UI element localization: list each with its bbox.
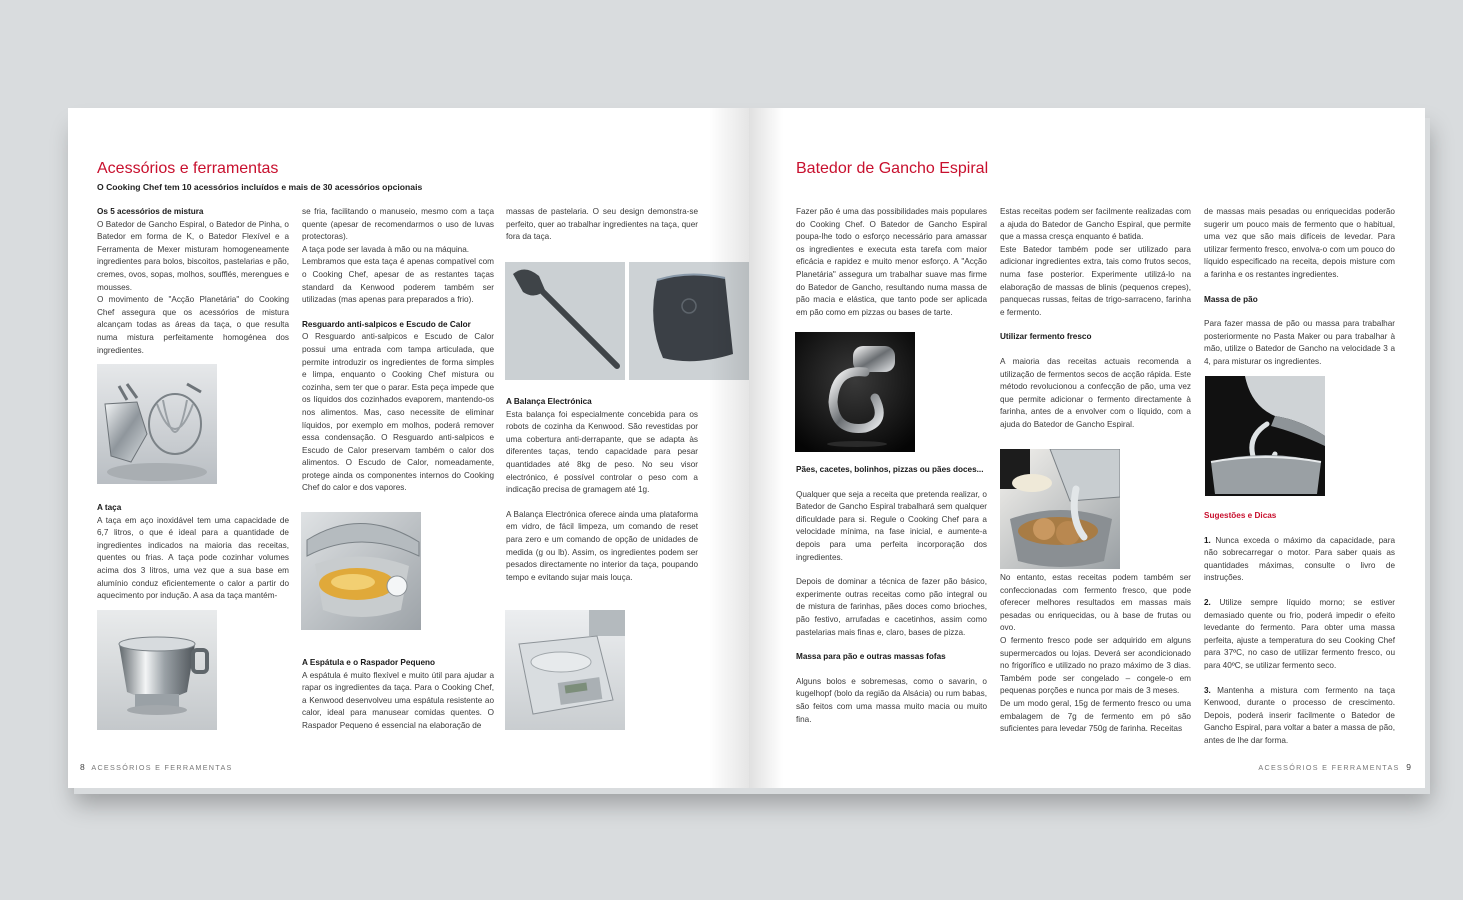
page-footer — [80, 762, 233, 772]
text-column-1b — [796, 464, 987, 726]
paragraph: Esta balança foi especialmente concebida para os robots de cozinha da Kenwood. São revestidas por uma cobertura anti-derrapante, que se adapta às diferentes taças, tendo capacidade para pesar quantidades até 8kg de peso. No seu visor electrónico, é possível controlar o peso com a indicação precisa de gramagem até 1g. — [506, 409, 698, 495]
page-subtitle: O Cooking Chef tem 10 acessórios incluídos e mais de 30 acessórios opcionais — [97, 182, 423, 192]
text-column-2b — [1000, 572, 1191, 736]
tips-column — [1204, 510, 1395, 748]
page-number: 8 — [80, 762, 85, 772]
paragraph: A espátula é muito flexível e muito útil para ajudar a rapar os ingredientes da taça. Para o Cooking Chef, a Kenwood desenvolveu uma espátula resistente ao calor, ideal para manusear comidas quentes. O Raspador Pequeno é essencial na elaboração de — [302, 670, 494, 730]
electronic-scale-photo — [505, 610, 625, 730]
heading-fresh-yeast: Utilizar fermento fresco — [1000, 332, 1092, 342]
left-page — [68, 108, 749, 788]
paragraph: O fermento fresco pode ser adquirido em alguns supermercados ou lojas. Deverá ser acondicionado no frigorífico e utilizado no prazo máximo de 3 dias. Também pode ser congelado – congele-o em pequenas porções e nunca por mais de 3 meses. — [1000, 635, 1191, 696]
footer-section-label: ACESSÓRIOS E FERRAMENTAS — [91, 763, 233, 772]
text-column-1 — [97, 206, 289, 357]
right-page — [749, 108, 1425, 788]
steel-bowl-photo — [97, 610, 217, 730]
heading-scale: A Balança Electrónica — [506, 397, 592, 406]
tip-3: 3. Mantenha a mistura com fermento na taça Kenwood, durante o processo de crescimento. Depois, poderá inserir facilmente o Batedor de Gancho Espiral, para voltar a bater a massa de pão, antes de lhe dar forma. — [1204, 685, 1396, 745]
paragraph: O Batedor de Gancho Espiral, o Batedor de Pinha, o Batedor em forma de K, o Batedor Flexível e a Ferramenta de Mexer misturam homogeneamente ingredientes para bolos, biscoitos, pastelarias e pão, cremes, ovos, sopas, molhos, soufflés, merengues e mousses. — [97, 219, 289, 292]
spatula-photo — [505, 262, 625, 380]
heading-tips: Sugestões e Dicas — [1204, 511, 1277, 520]
mixing-beaters-photo — [97, 364, 217, 484]
paragraph: Lembramos que esta taça é apenas compatível com o Cooking Chef, apesar de as restantes taças standard da Kenwood poderem também ser utilizadas (mas apenas para preparados a frio). — [302, 257, 494, 305]
kneading-dough-photo — [1000, 449, 1120, 569]
paragraph: Estas receitas podem ser facilmente realizadas com a ajuda do Batedor de Gancho Espiral, que permite que a massa cresça enquanto é batida. — [1000, 207, 1191, 242]
text-column-2b — [302, 657, 494, 733]
paragraph: de massas mais pesadas ou enriquecidas poderão sugerir um pouco mais de fermento que o habitual, uma vez que são mais difíceis de levedar. Para utilizar fermento fresco, envolva-o com um pouco do líquido especificado na receita, depois misture com a farinha e os restantes ingredientes. — [1204, 207, 1395, 279]
paragraph: massas de pastelaria. O seu design demonstra-se perfeito, quer ao trabalhar ingredientes na taça, quer fora da taça. — [506, 207, 698, 242]
paragraph: O movimento de "Acção Planetária" do Cooking Chef assegura que os acessórios de mistura alcançam todas as áreas da taça, o que resulta numa mistura perfeitamente homogénea dos ingredientes. — [97, 295, 289, 355]
paragraph: No entanto, estas receitas podem também ser confeccionadas com fermento fresco, que pode oferecer melhores resultados em massas mais pesadas ou enriquecidas, ou à base de frutas ou ovo. — [1000, 573, 1191, 633]
paragraph: Este Batedor também pode ser utilizado para adicionar ingredientes extra, tais como frutos secos, numa fase posterior. Experimente utilizá-lo na elaboração de massas de blinis (pequenos crepes), panquecas russas, feitas de trigo-sarraceno, farinha e fermento. — [1000, 244, 1191, 317]
paragraph: A taça pode ser lavada à mão ou na máquina. — [302, 244, 470, 254]
heading-spatula: A Espátula e o Raspador Pequeno — [302, 658, 435, 667]
text-column-2 — [1000, 206, 1191, 432]
paragraph: Fazer pão é uma das possibilidades mais populares do Cooking Chef. O Batedor de Gancho Espiral poupa-lhe todo o esforço necessário para amassar os ingredientes e executa esta tarefa com maior eficácia e rapidez e muito menor esforço. A "Acção Planetária" assegura um trabalhar suave mas firme do Batedor de Gancho, resultando numa massa de pão macia e elástica, que tanto pode ser aplicada em pão como em pizzas ou bases de tarte. — [796, 207, 987, 317]
paragraph: A taça em aço inoxidável tem uma capacidade de 6,7 litros, o que é ideal para a quantidade de ingredientes indicados na maioria das receitas, quentes ou frias. A taça pode cozinhar volumes acima dos 3 litros, uma vez que a sua base em alumínio conduz eficientemente o calor a partir do aquecimento por indução. A asa da taça mantém- — [97, 515, 289, 601]
heading-dough: Massa para pão e outras massas fofas — [796, 652, 946, 662]
paragraph: Alguns bolos e sobremesas, como o savarin, o kugelhopf (bolo da região da Alsácia) ou rum babas, são feitos com uma massa muito macia ou muito fina. — [796, 676, 987, 724]
mixer-hook-photo — [1205, 376, 1325, 496]
paragraph: Para fazer massa de pão ou massa para trabalhar posteriormente no Pasta Maker ou para trabalhar à mão, utilize o Batedor de Gancho na velocidade 3 a 4, para misturar os ingredientes. — [1204, 319, 1395, 366]
text-column-1 — [796, 206, 987, 319]
footer-section-label: ACESSÓRIOS E FERRAMENTAS — [1258, 763, 1400, 772]
tip-number: 2. — [1204, 597, 1211, 607]
tip-2: 2. Utilize sempre líquido morno; se estiver demasiado quente ou frio, poderá impedir o efeito levedante do fermento. Para obter uma massa perfeita, ajuste a temperatura do seu Cooking Chef para 37ºC, no caso de utilizar fermento fresco, ou para 40ºC, se utilizar fermento seco. — [1204, 597, 1395, 670]
splash-guard-photo — [301, 512, 421, 630]
heading-bread-dough: Massa de pão — [1204, 294, 1258, 304]
text-column-3b — [506, 396, 698, 584]
scraper-photo — [629, 262, 749, 380]
paragraph: De um modo geral, 15g de fermento fresco ou uma embalagem de 7g de fermento em pó são suficientes para levedar 750g de farinha. Receitas — [1000, 698, 1191, 734]
paragraph: se fria, facilitando o manuseio, mesmo com a taça quente (apesar de recomendarmos o uso de luvas protectoras). — [302, 207, 494, 242]
heading-mixing-accessories: Os 5 acessórios de mistura — [97, 207, 204, 216]
text-column-3 — [506, 206, 698, 244]
tip-1: 1. Nunca exceda o máximo da capacidade, para não sobrecarregar o motor. Para saber quais as quantidades máximas, consulte o livro de instruções. — [1204, 535, 1395, 583]
tip-number: 3. — [1204, 685, 1211, 695]
paragraph: Qualquer que seja a receita que pretenda realizar, o Batedor de Gancho Espiral trabalhará sem qualquer dificuldade para si. Regule o Cooking Chef para a velocidade mínima, na fase inicial, e aumente-a depois para uma perfeita incorporação dos ingredientes. — [796, 489, 987, 562]
heading-breads: Pães, cacetes, bolinhos, pizzas ou pães doces... — [796, 465, 984, 474]
heading-bowl: A taça — [97, 503, 122, 512]
paragraph: Depois de dominar a técnica de fazer pão básico, experimente outras receitas como pão integral ou de mistura de farinhas, pães doces como brioches, pão festivo, arrufadas e cacetinhos, assim como pastelarias mais finas e, claro, bases de pizza. — [796, 577, 987, 637]
text-column-1b — [97, 502, 289, 603]
text-column-3 — [1204, 206, 1395, 369]
page-title: Batedor de Gancho Espiral — [796, 160, 989, 177]
tip-number: 1. — [1204, 535, 1211, 545]
paragraph: O Resguardo anti-salpicos e Escudo de Calor possui uma entrada com tampa articulada, que permite introduzir os ingredientes de forma simples e limpa, enquanto o Cooking Chef mistura ou cozinha, sem ter que o parar. Esta peça impede que os líquidos dos cozinhados evaporem, mantendo-os nos alimentos. Mas, caso necessite de eliminar líquidos, por exemplo em molhos, poderá remover essa condensação. O Resguardo anti-salpicos e Escudo de Calor preservam também o calor dos alimentos. O Escudo de Calor, nomeadamente, protege ainda os componentes internos do Cooking Chef do calor e dos vapores. — [302, 332, 494, 493]
page-footer — [1258, 762, 1411, 772]
paragraph: A Balança Electrónica oferece ainda uma plataforma em vidro, de fácil limpeza, um comando de reset para zero e um comando de opção de unidades de medida (g ou lb). Assim, os ingredientes podem ser pesados directamente no interior da taça, poupando tempo e evitando sujar mais louça. — [506, 509, 698, 582]
page-number: 9 — [1406, 762, 1411, 772]
paragraph: A maioria das receitas actuais recomenda a utilização de fermentos secos de acção rápida. Este método revolucionou a confecção de pão, uma vez que permite adicionar o fermento directamente à farinha, antes de a envolver com o líquido, com a ajuda do Batedor de Gancho Espiral. — [1000, 356, 1191, 429]
heading-splash-guard: Resguardo anti-salpicos e Escudo de Calor — [302, 319, 471, 329]
dough-hook-photo — [795, 332, 915, 452]
text-column-2 — [302, 206, 494, 495]
page-title: Acessórios e ferramentas — [97, 160, 279, 177]
